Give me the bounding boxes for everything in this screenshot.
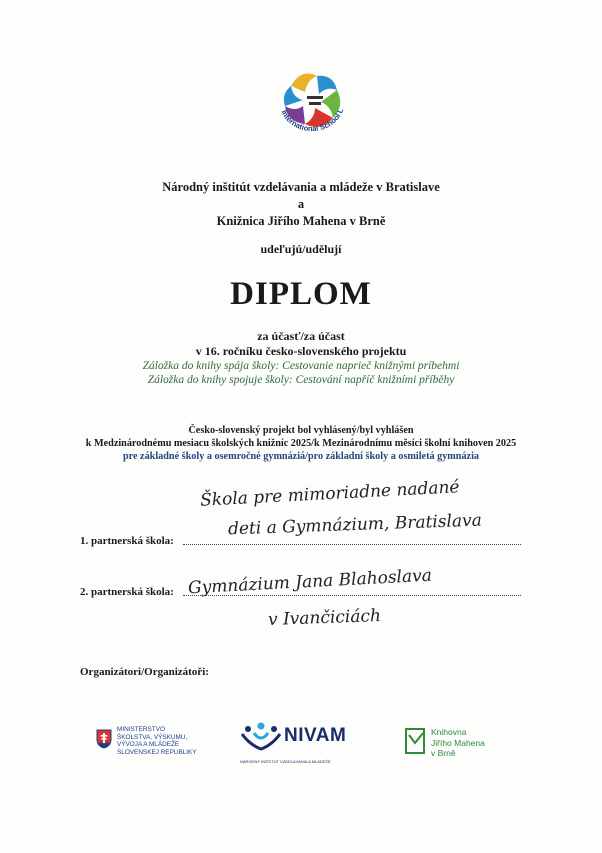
nivam-figures-icon — [240, 721, 282, 751]
ministry-line-1: MINISTERSTVO — [117, 726, 165, 733]
partner-1-handwriting-line-2: deti a Gymnázium, Bratislava — [227, 510, 483, 540]
partner-2-handwriting-line-2: v Ivančiciách — [267, 606, 382, 630]
nivam-subtitle: NÁRODNÝ INŠTITÚT VZDELÁVANIA A MLÁDEŽE — [240, 759, 331, 764]
announcement-line-2: k Medzinárodnému mesiacu školských knižníc 2025/k Mezinárodnímu měsíci školní knihoven 2025 — [85, 438, 517, 449]
project-name-cz: Záložka do knihy spojuje školy: Cestování napříč knižními příběhy — [147, 374, 455, 386]
ministry-line-3: VÝVOJA A MLÁDEŽE — [117, 741, 180, 749]
announcement-line-1: Česko-slovenský projekt bol vyhlásený/byl vyhlášen — [188, 425, 414, 436]
participation-block — [0, 329, 602, 387]
library-line-1: Knihovna — [431, 727, 467, 737]
ministry-line-2: ŠKOLSTVA, VÝSKUMU, — [117, 733, 188, 741]
ministry-line-4: SLOVENSKEJ REPUBLIKY — [117, 748, 197, 756]
library-line-3: v Brně — [431, 748, 456, 758]
diploma-title: DIPLOM — [230, 276, 372, 312]
library-line-2: Jiřího Mahena — [431, 737, 485, 748]
announcement-block — [0, 424, 602, 463]
nivam-name: NIVAM — [284, 725, 347, 746]
organizer-conjunction: a — [297, 197, 305, 211]
participation-line-1: za účasť/za účast — [257, 329, 345, 343]
organizers-label: Organizátori/Organizátoři: — [80, 666, 209, 678]
partner-1-handwriting-line-1: Škola pre mimoriadne nadané — [199, 477, 461, 511]
announcement-line-3: pre základné školy a osemročné gymnáziá/pro základní školy a osmiletá gymnázia — [122, 451, 479, 462]
participation-line-2: v 16. ročníku česko-slovenského projektu — [195, 344, 407, 358]
partner-2-label: 2. partnerská škola: — [80, 586, 174, 598]
organizer-line-1: Národný inštitút vzdelávania a mládeže v Bratislave — [162, 180, 440, 194]
nivam-logo — [240, 719, 370, 769]
partner-2-dotted-line — [183, 595, 521, 596]
partner-1-dotted-line — [183, 544, 521, 545]
slovak-coat-of-arms-icon — [96, 729, 112, 749]
organizer-line-2: Knižnica Jiřího Mahena v Brně — [216, 214, 386, 228]
logo-ring-text: International School L — [279, 106, 346, 134]
partner-1-label: 1. partnerská škola: — [80, 535, 174, 547]
project-name-sk: Záložka do knihy spája školy: Cestovanie naprieč knižnými príbehmi — [142, 360, 460, 372]
organizers-heading — [0, 179, 602, 230]
library-book-icon — [404, 727, 426, 755]
grant-text: udeľujú/udělují — [260, 242, 342, 256]
partner-2-handwriting-line-1: Gymnázium Jana Blahoslava — [187, 565, 433, 599]
isl-month-logo — [271, 66, 353, 146]
